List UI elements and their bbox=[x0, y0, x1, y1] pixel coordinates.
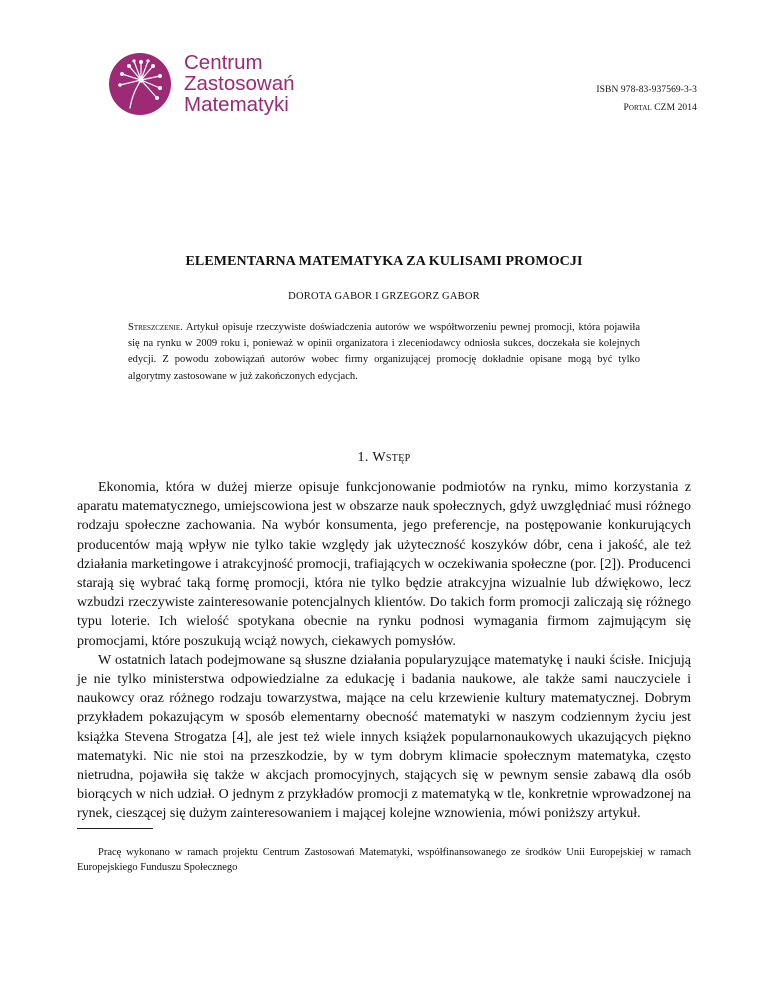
section-heading bbox=[0, 450, 768, 466]
czm-logo bbox=[108, 52, 348, 124]
section-number: 1. bbox=[357, 450, 373, 465]
paper-authors: DOROTA GABOR I GRZEGORZ GABOR bbox=[288, 291, 480, 302]
abstract bbox=[128, 320, 640, 385]
isbn: ISBN 978-83-937569-3-3 bbox=[596, 85, 697, 95]
paragraph-2: W ostatnich latach podejmowane są słuszne działania popularyzujące matematykę i nauki ścisłe. Inicjują je nie tylko ministerstwa odpowiedzialne za edukację i badania naukowe, ale także sami nauczyciele i naukowcy oraz różnego rodzaju towarzystwa, mające na celu krzewienie kultury matematycznej. Dobrym przykładem pokazującym w sposób elementarny obecność matematyki w naszym codziennym życiu jest książka Stevena Strogatza [4], ale jest też wiele innych książek popularnonaukowych ukazujących piękno matematyki. Nic nie stoi na przeszkodzie, by w tym dobrym klimacie społecznym matematyka, często nietrudna, pojawiła się także w akcjach promocyjnych, stających się w pewnym sensie zabawą dla osób biorących w nich udział. O jednym z przykładów promocji z matematyką w tle, konkretnie wprowadzonej na rynek, cieszącej się dużym zainteresowaniem i mającej kolejne wznowienia, mówi poniższy artykuł. bbox=[77, 652, 691, 822]
portal-line bbox=[596, 99, 697, 117]
body-text bbox=[77, 478, 691, 824]
paragraph-1: Ekonomia, która w dużej mierze opisuje funkcjonowanie podmiotów na rynku, mimo korzystania z aparatu matematycznego, umiejscowiona jest w obszarze nauk społecznych, gdyż uwzględniać musi różnego rodzaju społeczne zachowania. Na wybór konsumenta, jego preferencje, na postępowanie konkurujących producentów mają wpływ nie tylko takie względy jak użyteczność koszyków dóbr, cena i jakość, ale też działania marketingowe i atrakcyjność promocji, trafiających w oczekiwania społeczne (por. [2]). Producenci starają się wybrać taką formę promocji, która nie tylko będzie atrakcyjna wizualnie lub dźwiękowo, lecz wzbudzi rzeczywiste zainteresowanie potencjalnych klientów. Do takich form promocji zaliczają się różnego typu loterie. Ich wielość spotykana obecnie na rynku podnosi wymagania firmom zajmującym się promocjami, które poszukują wciąż nowych, ciekawych pomysłów. bbox=[77, 480, 691, 649]
portal-year: CZM 2014 bbox=[651, 103, 697, 113]
abstract-label: Streszczenie. bbox=[128, 322, 183, 333]
dandelion-logo-icon bbox=[108, 52, 172, 116]
footnote-rule bbox=[77, 828, 153, 829]
abstract-text: Artykuł opisuje rzeczywiste doświadczenia autorów we współtworzeniu pewnej promocji, która pojawiła się na rynku w 2009 roku i, ponieważ w opinii organizatora i zleceniodawcy odniosła sukces, doczekała sie kolejnych edycji. Z powodu zobowiązań autorów wobec firmy organizującej promocję dokładnie opisane mogą być tylko algorytmy zastosowane w już zakończonych edycjach. bbox=[128, 322, 640, 382]
footnote bbox=[77, 845, 691, 875]
logo-wordmark bbox=[184, 52, 295, 115]
paper-title: ELEMENTARNA MATEMATYKA ZA KULISAMI PROMOCJI bbox=[185, 254, 583, 269]
logo-line-1: Centrum bbox=[184, 51, 263, 74]
portal-label: Portal bbox=[623, 103, 652, 113]
section-title: Wstęp bbox=[372, 450, 411, 465]
logo-line-2: Zastosowań bbox=[184, 72, 295, 95]
publication-meta bbox=[596, 81, 697, 117]
logo-line-3: Matematyki bbox=[184, 93, 289, 116]
footnote-text: Pracę wykonano w ramach projektu Centrum Zastosowań Matematyki, współfinansowanego ze środków Unii Europejskiej w ramach Europejskiego Funduszu Społecznego bbox=[77, 847, 691, 873]
